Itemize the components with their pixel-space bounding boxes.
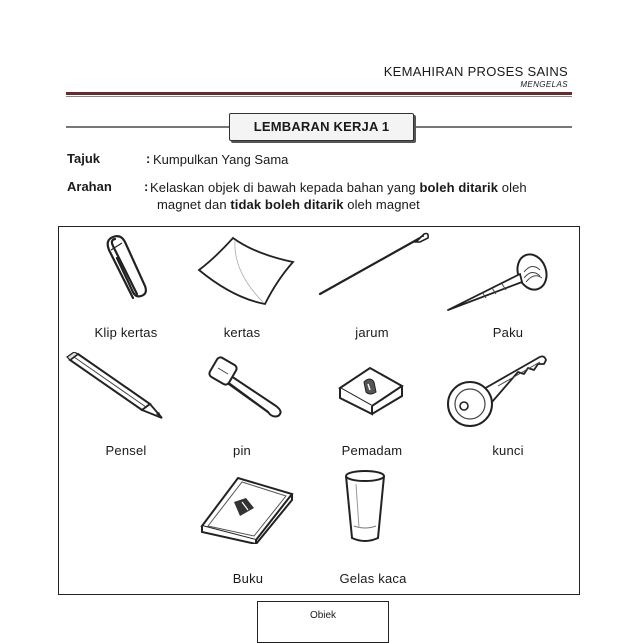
arahan-line-2 <box>157 197 420 212</box>
header-rule <box>66 92 572 95</box>
tajuk-label: Tajuk <box>67 151 100 166</box>
object-label-pemadam: Pemadam <box>341 443 403 458</box>
arahan-emphasis: tidak boleh ditarik <box>230 197 344 212</box>
object-label-gelas-kaca: Gelas kaca <box>339 571 407 586</box>
header-rule-thin <box>66 96 572 97</box>
header-title: KEMAHIRAN PROSES SAINS <box>383 64 568 79</box>
tajuk-colon: : <box>146 151 151 166</box>
book-icon <box>198 472 298 544</box>
nail-icon <box>440 248 558 314</box>
worksheet-title: LEMBARAN KERJA 1 <box>229 113 414 141</box>
paper-clip-icon <box>95 232 155 304</box>
object-label-jarum: jarum <box>355 325 389 340</box>
header-subtitle: MENGELAS <box>520 80 568 89</box>
object-label-kunci: kunci <box>492 443 524 458</box>
pencil-icon <box>64 352 166 422</box>
footer-text: Obiek <box>309 610 337 621</box>
arahan-text: oleh <box>498 180 527 195</box>
tajuk-value: Kumpulkan Yang Sama <box>153 152 289 167</box>
object-label-buku: Buku <box>232 571 264 586</box>
arahan-text: magnet dan <box>157 197 231 212</box>
arahan-emphasis: boleh ditarik <box>419 180 499 195</box>
object-label-pensel: Pensel <box>105 443 147 458</box>
arahan-label: Arahan <box>67 179 112 194</box>
object-label-kertas: kertas <box>223 325 261 340</box>
arahan-text: Kelaskan objek di bawah kepada bahan yang <box>150 180 420 195</box>
paper-sheet-icon <box>193 232 301 308</box>
footer-box <box>257 601 389 643</box>
needle-icon <box>316 230 432 298</box>
arahan-colon: : <box>144 179 149 194</box>
arahan-text: oleh magnet <box>343 197 420 212</box>
object-label-pin: pin <box>233 443 251 458</box>
eraser-icon <box>334 358 408 416</box>
key-icon <box>442 346 556 430</box>
object-label-paku: Paku <box>492 325 524 340</box>
glass-icon <box>342 468 388 544</box>
safety-pin-icon <box>208 356 290 420</box>
object-label-klip-kertas: Klip kertas <box>94 325 158 340</box>
arahan-line-1 <box>150 180 527 195</box>
